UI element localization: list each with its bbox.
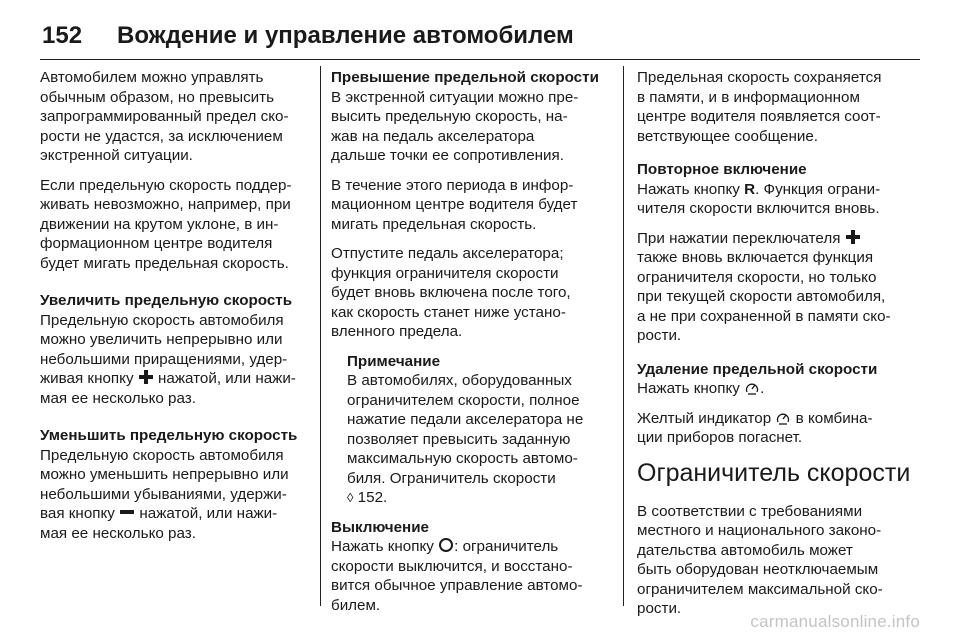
text-line: можно уменьшить непрерывно или — [40, 466, 289, 483]
text-line: функция ограничителя скорости — [331, 264, 559, 282]
text-fragment: Нажать кнопку — [331, 538, 434, 555]
text-line: позволяет превысить заданную — [347, 430, 571, 448]
paragraph — [40, 68, 308, 166]
text-line: рости. — [637, 327, 682, 344]
text-fragment: живая кнопку — [40, 370, 134, 387]
column-divider-2 — [623, 66, 624, 606]
page-number: 152 — [42, 22, 83, 49]
paragraph — [637, 68, 907, 146]
page-reference-link[interactable]: 152. — [357, 489, 388, 506]
text-line: максимальную скорость автомо- — [347, 450, 578, 467]
subheading-resume: Повторное включение — [637, 161, 807, 178]
text-line: небольшими убываниями, удержи- — [40, 485, 287, 503]
text-line: скорости выключится, и восстано- — [331, 557, 573, 575]
paragraph — [331, 244, 603, 342]
text-line: также вновь включается функция — [637, 249, 874, 266]
text-line: Предельную скорость автомобиля — [40, 311, 284, 329]
text-line: нажатие педали акселератора не — [347, 411, 584, 428]
note-box — [347, 352, 603, 508]
text-line: ограничителем максимальной ско- — [637, 580, 883, 598]
text-line — [40, 369, 308, 389]
text-line: будет вновь включена после того, — [331, 284, 571, 301]
paragraph — [331, 88, 603, 166]
subheading-decrease: Уменьшить предельную скорость — [40, 427, 298, 444]
text-fragment: При нажатии переключателя — [637, 229, 841, 247]
text-line: в памяти, и в информационном — [637, 88, 860, 106]
text-line: В соответствии с требованиями — [637, 502, 863, 520]
paragraph — [637, 379, 907, 399]
column-2 — [331, 68, 603, 625]
plus-icon — [846, 230, 860, 244]
text-line: будет мигать предельная скорость. — [40, 254, 289, 272]
paragraph — [331, 537, 603, 615]
text-fragment: . Функция ограни- — [755, 180, 881, 198]
text-line: живать невозможно, например, при — [40, 196, 291, 213]
subheading-off: Выключение — [331, 518, 429, 536]
text-line: Если предельную скорость поддер- — [40, 176, 292, 194]
paragraph — [40, 311, 308, 409]
text-line — [347, 488, 603, 508]
minus-icon — [120, 510, 134, 514]
header-divider — [40, 59, 920, 60]
text-line: чителя скорости включится вновь. — [637, 200, 880, 217]
text-line: рости не удастся, за исключением — [40, 127, 283, 145]
text-line — [637, 379, 907, 399]
text-line: как скорость станет ниже устано- — [331, 303, 566, 321]
text-line: а не при сохраненной в памяти ско- — [637, 307, 891, 325]
text-line: местного и национального законо- — [637, 522, 882, 539]
text-line — [40, 504, 308, 524]
text-line: рости. — [637, 600, 682, 617]
page-title: Вождение и управление автомобилем — [117, 22, 574, 49]
text-line: В экстренной ситуации можно пре- — [331, 88, 579, 106]
text-line: ветствующее сообщение. — [637, 127, 818, 145]
section-heading: Ограничитель скорости — [637, 458, 911, 487]
subheading-exceed: Превышение предельной скорости — [331, 69, 599, 86]
column-1 — [40, 68, 308, 553]
text-line: В автомобилях, оборудованных — [347, 372, 572, 389]
text-line: биля. Ограничитель скорости — [347, 469, 556, 487]
r-button-label: R — [744, 180, 756, 198]
paragraph — [637, 180, 907, 219]
text-line: ограничителем скорости, полное — [347, 391, 580, 409]
text-line: ции приборов погаснет. — [637, 429, 803, 446]
text-line: дальше точки ее сопротивления. — [331, 147, 564, 164]
text-line: быть оборудован неотключаемым — [637, 561, 879, 578]
subheading-delete: Удаление предельной скорости — [637, 360, 878, 378]
text-line: движении на крутом уклоне, в ин- — [40, 215, 279, 233]
paragraph — [347, 371, 603, 508]
text-line: запрограммированный предел ско- — [40, 108, 289, 125]
paragraph — [637, 229, 907, 346]
text-line: мигать предельная скорость. — [331, 215, 537, 233]
page-header — [40, 10, 920, 56]
text-line — [331, 537, 603, 557]
reference-arrow-icon: ◊ — [347, 490, 354, 505]
text-line: вленного предела. — [331, 323, 463, 340]
paragraph — [40, 446, 308, 544]
text-line: жав на педаль акселератора — [331, 127, 535, 145]
text-line: дательства автомобиль может — [637, 541, 853, 559]
column-divider-1 — [320, 66, 321, 606]
column-3 — [637, 68, 911, 629]
note-heading: Примечание — [347, 352, 441, 370]
text-line: Предельная скорость сохраняется — [637, 69, 882, 86]
text-fragment: вая кнопку — [40, 505, 115, 522]
speed-limiter-indicator-icon — [776, 411, 790, 425]
text-line: можно увеличить непрерывно или — [40, 331, 283, 348]
text-fragment: в комбина- — [795, 409, 873, 427]
text-line: Автомобилем можно управлять — [40, 69, 264, 86]
text-line: Предельную скорость автомобиля — [40, 446, 284, 464]
text-fragment: . — [760, 380, 765, 397]
subheading-increase: Увеличить предельную скорость — [40, 292, 293, 309]
text-fragment: Нажать кнопку — [637, 180, 740, 198]
text-line — [637, 409, 907, 429]
watermark: carmanualsonline.info — [750, 612, 920, 631]
o-button-icon — [439, 538, 453, 552]
text-line: ограничителя скорости, но только — [637, 268, 877, 286]
text-line: билем. — [331, 596, 381, 614]
text-fragment: нажатой, или нажи- — [158, 370, 296, 387]
speed-limiter-icon — [745, 381, 759, 395]
text-line: Отпустите педаль акселератора; — [331, 245, 564, 262]
text-line: при текущей скорости автомобиля, — [637, 288, 886, 305]
text-line: мая ее несколько раз. — [40, 389, 196, 407]
text-line: формационном центре водителя — [40, 235, 273, 252]
text-line: мационном центре водителя будет — [331, 196, 578, 213]
plus-icon — [139, 370, 153, 384]
text-line: небольшими приращениями, удер- — [40, 350, 288, 368]
text-line: В течение этого периода в инфор- — [331, 176, 574, 194]
text-line: мая ее несколько раз. — [40, 524, 196, 542]
text-line: вится обычное управление автомо- — [331, 577, 583, 594]
text-fragment: : ограничитель — [454, 538, 559, 555]
text-line — [637, 180, 907, 200]
text-fragment: Нажать кнопку — [637, 380, 740, 397]
paragraph — [40, 176, 308, 274]
text-line — [637, 229, 907, 249]
text-line: центре водителя появляется соот- — [637, 108, 881, 125]
paragraph — [637, 502, 907, 619]
text-line: высить предельную скорость, на- — [331, 108, 568, 125]
text-line: экстренной ситуации. — [40, 147, 193, 164]
text-line: обычным образом, но превысить — [40, 88, 275, 106]
text-fragment: нажатой, или нажи- — [139, 505, 278, 522]
paragraph — [331, 176, 603, 235]
text-fragment: Желтый индикатор — [637, 409, 772, 427]
paragraph — [637, 409, 907, 448]
